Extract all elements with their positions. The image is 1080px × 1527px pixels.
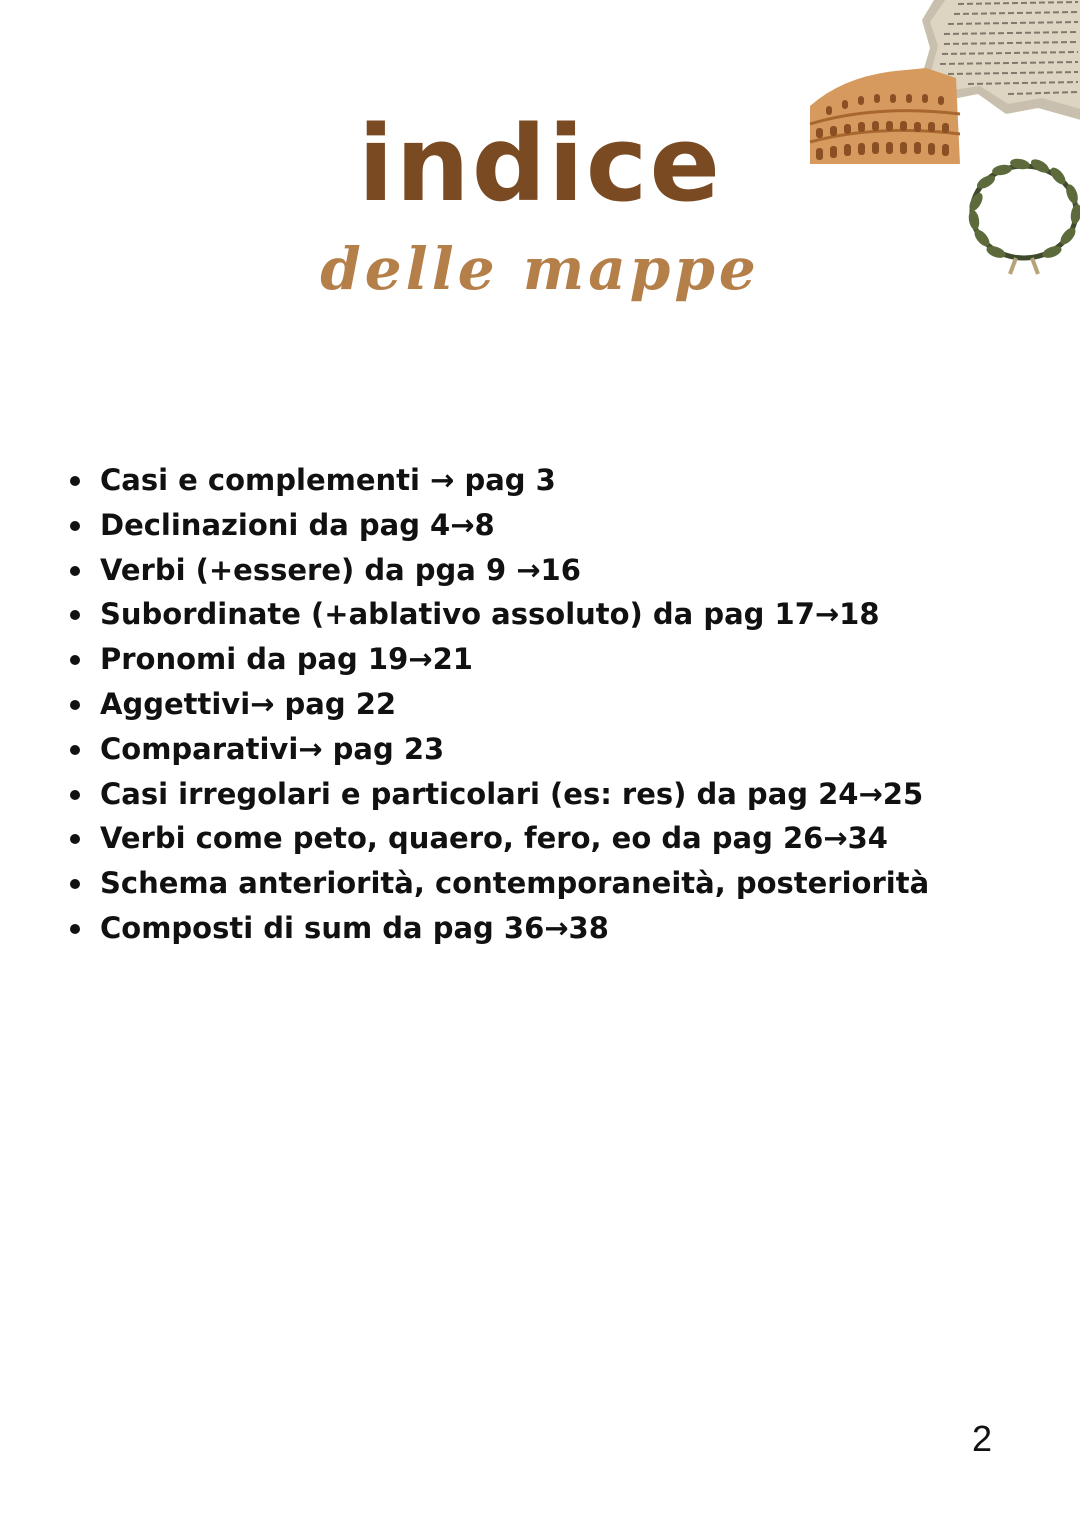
list-item: Aggettivi→ pag 22 [68,682,1008,727]
page-subtitle: delle mappe [320,235,760,303]
list-item: Verbi (+essere) da pga 9 →16 [68,548,1008,593]
list-item: Subordinate (+ablativo assoluto) da pag 17→18 [68,592,1008,637]
list-item: Pronomi da pag 19→21 [68,637,1008,682]
page-number: 2 [971,1418,992,1459]
list-item: Schema anteriorità, contemporaneità, posteriorità [68,861,1008,906]
list-item: Declinazioni da pag 4→8 [68,503,1008,548]
table-of-contents [68,458,1008,951]
list-item: Casi e complementi → pag 3 [68,458,1008,503]
list-item: Casi irregolari e particolari (es: res) da pag 24→25 [68,772,1008,817]
list-item: Comparativi→ pag 23 [68,727,1008,772]
list-item: Verbi come peto, quaero, fero, eo da pag 26→34 [68,816,1008,861]
list-item: Composti di sum da pag 36→38 [68,906,1008,951]
page-title: indice [358,103,722,225]
